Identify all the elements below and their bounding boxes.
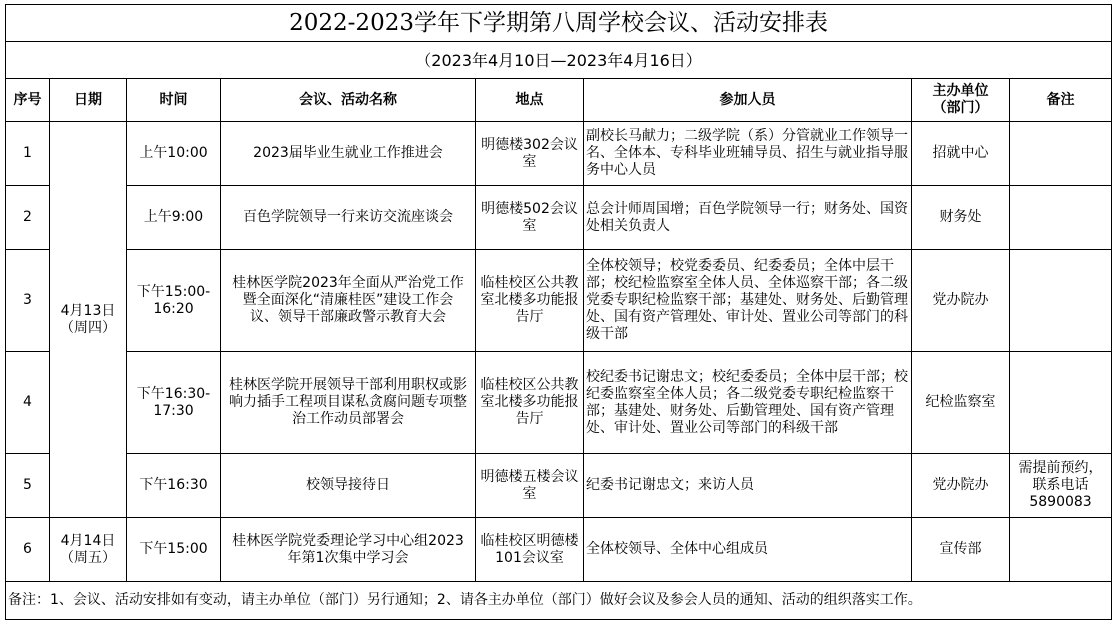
page-title: 2022-2023学年下学期第八周学校会议、活动安排表 <box>6 5 1112 42</box>
table-row <box>6 518 1112 582</box>
header-host <box>912 79 1010 122</box>
row-people: 纪委书记谢忠文；来访人员 <box>584 454 912 518</box>
schedule-table <box>5 4 1112 620</box>
schedule-sheet <box>5 4 1111 624</box>
row-name: 2023届毕业生就业工作推进会 <box>221 122 476 186</box>
footnote: 备注：1、会议、活动安排如有变动，请主办单位（部门）另行通知；2、请各主办单位（部门）做好会议及参会人员的通知、活动的组织落实工作。 <box>6 582 1112 620</box>
row-time: 下午15:00-16:20 <box>127 250 221 352</box>
row-name: 百色学院领导一行来访交流座谈会 <box>221 186 476 250</box>
row-host: 招就中心 <box>912 122 1010 186</box>
row-seq: 2 <box>6 186 50 250</box>
row-place: 临桂校区公共教室北楼多功能报告厅 <box>476 352 584 454</box>
row-people: 全体校领导；校党委委员、纪委委员；全体中层干部；校纪检监察室全体人员、全体巡察干部；各二级党委专职纪检监察干部；基建处、财务处、后勤管理处、国有资产管理处、审计处、置业公司等部门的科级干部 <box>584 250 912 352</box>
row-host: 宣传部 <box>912 518 1010 582</box>
row-seq: 4 <box>6 352 50 454</box>
header-host-line1: 主办单位 <box>932 83 989 99</box>
header-row <box>6 79 1112 122</box>
row-remark <box>1010 352 1112 454</box>
header-remark: 备注 <box>1010 79 1112 122</box>
row-seq: 6 <box>6 518 50 582</box>
row-time: 下午16:30-17:30 <box>127 352 221 454</box>
row-seq: 1 <box>6 122 50 186</box>
table-row <box>6 454 1112 518</box>
header-people: 参加人员 <box>584 79 912 122</box>
row-place: 明德楼302会议室 <box>476 122 584 186</box>
row-time: 上午9:00 <box>127 186 221 250</box>
row-host: 财务处 <box>912 186 1010 250</box>
table-row <box>6 122 1112 186</box>
row-place: 明德楼502会议室 <box>476 186 584 250</box>
row-people: 校纪委书记谢忠文；校纪委委员；全体中层干部；校纪委监察室全体人员；各二级党委专职纪检监察干部；基建处、财务处、后勤管理处、国有资产管理处、审计处、置业公司等部门的科级干部 <box>584 352 912 454</box>
row-time: 下午15:00 <box>127 518 221 582</box>
date-range-subtitle: （2023年4月10日—2023年4月16日） <box>6 42 1112 79</box>
row-seq: 5 <box>6 454 50 518</box>
date-cell-apr13: 4月13日（周四） <box>50 122 127 518</box>
header-seq: 序号 <box>6 79 50 122</box>
row-place: 临桂校区公共教室北楼多功能报告厅 <box>476 250 584 352</box>
row-host: 纪检监察室 <box>912 352 1010 454</box>
row-remark <box>1010 122 1112 186</box>
row-time: 下午16:30 <box>127 454 221 518</box>
row-name: 桂林医学院2023年全面从严治党工作暨全面深化“清廉桂医”建设工作会议、领导干部廉政警示教育大会 <box>221 250 476 352</box>
row-name: 校领导接待日 <box>221 454 476 518</box>
row-place: 临桂校区明德楼101会议室 <box>476 518 584 582</box>
row-seq: 3 <box>6 250 50 352</box>
header-date: 日期 <box>50 79 127 122</box>
row-remark <box>1010 250 1112 352</box>
row-remark <box>1010 518 1112 582</box>
header-host-line2: （部门） <box>932 100 989 116</box>
header-name: 会议、活动名称 <box>221 79 476 122</box>
row-name: 桂林医学院开展领导干部利用职权或影响力插手工程项目谋私贪腐问题专项整治工作动员部署会 <box>221 352 476 454</box>
row-remark <box>1010 186 1112 250</box>
header-time: 时间 <box>127 79 221 122</box>
table-row <box>6 186 1112 250</box>
row-host: 党办院办 <box>912 454 1010 518</box>
row-people: 总会计师周国增；百色学院领导一行；财务处、国资处相关负责人 <box>584 186 912 250</box>
row-host: 党办院办 <box>912 250 1010 352</box>
row-place: 明德楼五楼会议室 <box>476 454 584 518</box>
row-remark: 需提前预约，联系电话5890083 <box>1010 454 1112 518</box>
date-cell-apr14: 4月14日（周五） <box>50 518 127 582</box>
row-name: 桂林医学院党委理论学习中心组2023年第1次集中学习会 <box>221 518 476 582</box>
row-people: 全体校领导、全体中心组成员 <box>584 518 912 582</box>
row-time: 上午10:00 <box>127 122 221 186</box>
table-row <box>6 352 1112 454</box>
table-row <box>6 250 1112 352</box>
row-people: 副校长马献力；二级学院（系）分管就业工作领导一名、全体本、专科毕业班辅导员、招生与就业指导服务中心人员 <box>584 122 912 186</box>
header-place: 地点 <box>476 79 584 122</box>
